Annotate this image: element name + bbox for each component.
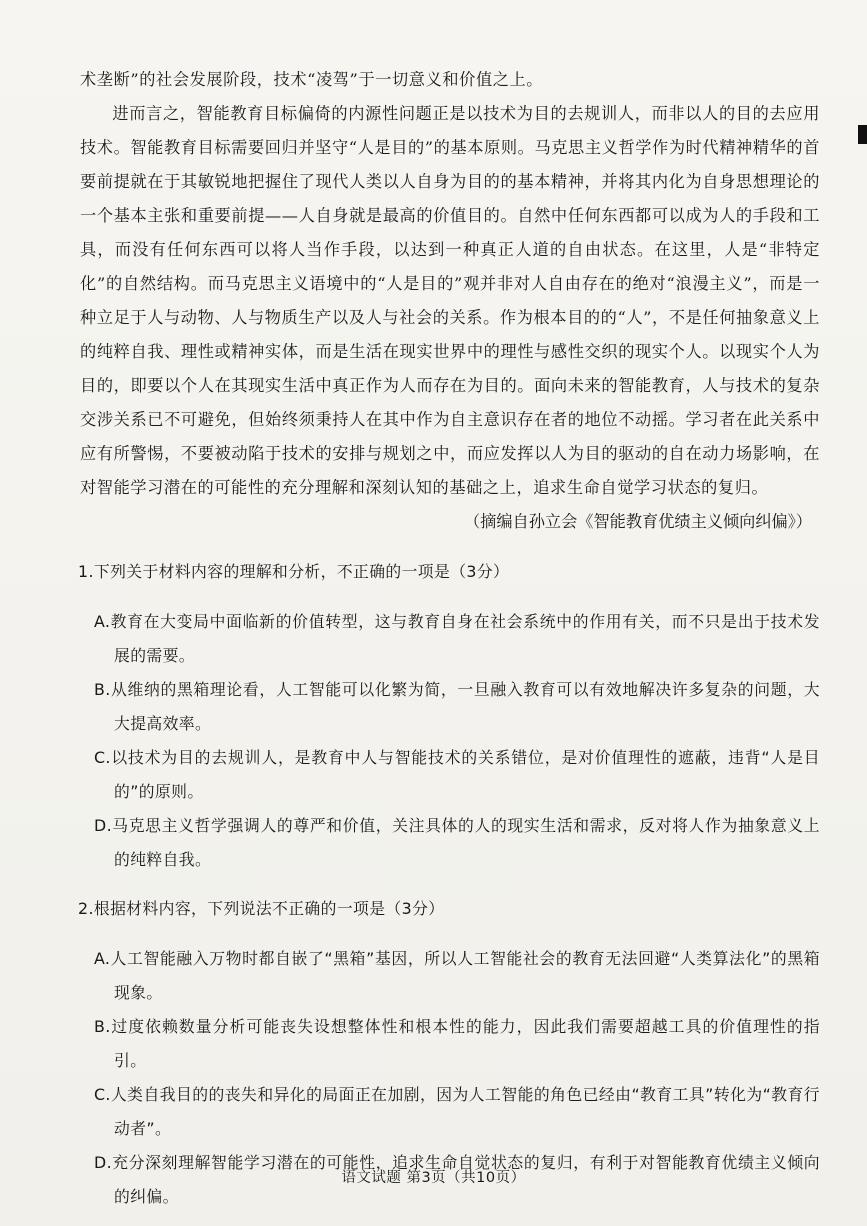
question-1-stem: 1.下列关于材料内容的理解和分析，不正确的一项是（3分） [78,561,510,581]
question-2-option-a: A.人工智能融入万物时都自嵌了“黑箱”基因，所以人工智能社会的教育无法回避“人类算法化”的黑箱现象。 [94,949,820,1003]
question-1-option-c: C.以技术为目的去规训人，是教育中人与智能技术的关系错位，是对价值理性的遮蔽，违背“人是目的”的原则。 [94,747,820,801]
question-1-option-b: B.从维纳的黑箱理论看，人工智能可以化繁为简，一旦融入教育可以有效地解决许多复杂的问题，大大提高效率。 [94,679,820,733]
passage-source: （摘编自孙立会《智能教育优绩主义倾向纠偏》） [463,512,812,531]
question-1 [80,555,820,877]
passage-paragraph: 进而言之，智能教育目标偏倚的内源性问题正是以技术为目的去规训人，而非以人的目的去应用技术。智能教育目标需要回归并坚守“人是目的”的基本原则。马克思主义哲学作为时代精神精华的首要前提就在于其敏锐地把握住了现代人类以人自身为目的的基本精神，并将其内化为自身思想理论的一个基本主张和重要前提——人自身就是最高的价值目的。自然中任何东西都可以成为人的手段和工具，而没有任何东西可以将人当作手段，以达到一种真正人道的自由状态。在这里，人是“非特定化”的自然结构。而马克思主义语境中的“人是目的”观并非对人自由存在的绝对“浪漫主义”，而是一种立足于人与动物、人与物质生产以及人与社会的关系。作为根本目的的“人”，不是任何抽象意义上的纯粹自我、理性或精神实体，而是生活在现实世界中的理性与感性交织的现实个人。以现实个人为目的，即要以个人在其现实生活中真正作为人而存在为目的。面向未来的智能教育，人与技术的复杂交涉关系已不可避免，但始终须秉持人在其中作为自主意识存在者的地位不动摇。学习者在此关系中应有所警惕，不要被动陷于技术的安排与规划之中，而应发挥以人为目的驱动的自在动力场影响，在对智能学习潜在的可能性的充分理解和深刻认知的基础之上，追求生命自觉学习状态的复归。 [80,104,820,497]
page-footer: 语文试题 第3页（共10页） [341,1170,526,1186]
page-content [80,63,820,1214]
question-2-option-c: C.人类自我目的的丧失和异化的局面正在加剧，因为人工智能的角色已经由“教育工具”转化为“教育行动者”。 [94,1085,820,1139]
page-edge-marker [858,125,867,144]
question-2-option-d: D.充分深刻理解智能学习潜在的可能性，追求生命自觉状态的复归，有利于对智能教育优绩主义倾向的纠偏。 [94,1153,820,1207]
question-2-option-b: B.过度依赖数量分析可能丧失设想整体性和根本性的能力，因此我们需要超越工具的价值理性的指引。 [94,1017,820,1071]
passage-continuation: 术垄断”的社会发展阶段，技术“凌驾”于一切意义和价值之上。 [80,70,544,89]
question-1-option-d: D.马克思主义哲学强调人的尊严和价值，关注具体的人的现实生活和需求，反对将人作为抽象意义上的纯粹自我。 [94,815,820,869]
question-1-option-a: A.教育在大变局中面临新的价值转型，这与教育自身在社会系统中的作用有关，而不只是出于技术发展的需要。 [94,611,820,665]
question-2-stem: 2.根据材料内容，下列说法不正确的一项是（3分） [78,899,445,919]
